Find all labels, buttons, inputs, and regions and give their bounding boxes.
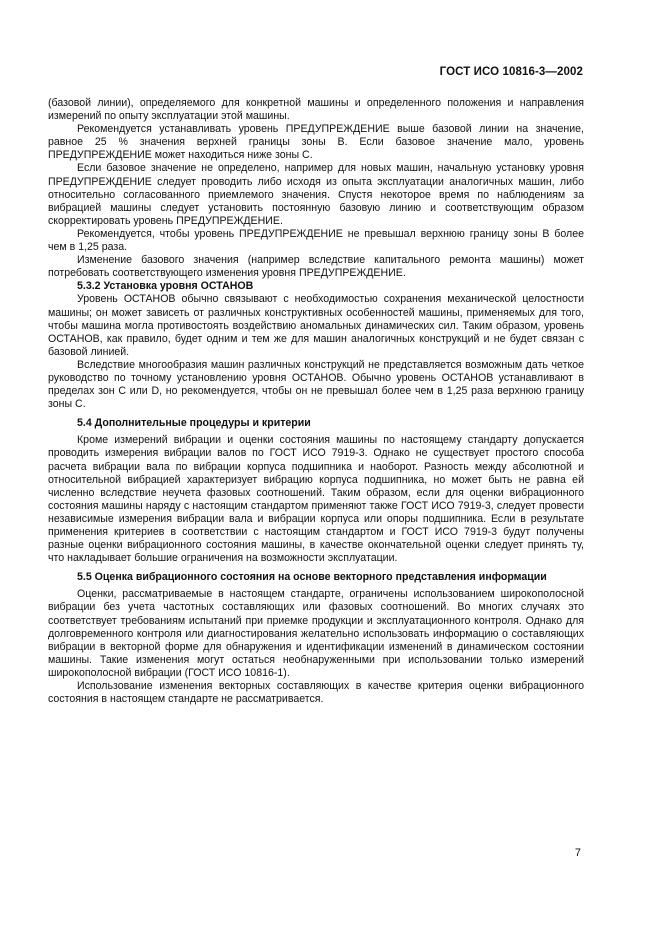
paragraph-warning-initial-setting: Если базовое значение не определено, например для новых машин, начальную установку уровня ПРЕДУПРЕЖДЕНИЕ следует проводить либо исходя из опыта эксплуатации аналогичных машин, либо относительно согласованного приемлемого значения. Спустя некоторое время по наблюдениям за вибрацией машины следует установить постоянную базовую линию и соответствующим образом скорректировать уровень ПРЕДУПРЕЖДЕНИЕ. <box>48 162 584 227</box>
paragraph-vector-criteria: Использование изменения векторных составляющих в качестве критерия оценки вибрационного состояния в настоящем стандарте не рассматривается. <box>48 680 584 706</box>
section-heading-5-4: 5.4 Дополнительные процедуры и критерии <box>77 417 311 430</box>
page-number: 7 <box>574 847 581 859</box>
standard-header: ГОСТ ИСО 10816-3—2002 <box>439 66 583 78</box>
paragraph-trip-definition: Уровень ОСТАНОВ обычно связывают с необходимостью сохранения механической целостности машины; он может зависеть от различных конструктивных особенностей машины, применяемых для того, чтобы машина могла противостоять воздействию аномальных динамических сил. Таким образом, уровень ОСТАНОВ, как правило, будет одним и тем же для машин аналогичных конструкций и не будет связан с базовой линией. <box>48 293 584 358</box>
paragraph-baseline-change: Изменение базового значения (например вследствие капитального ремонта машины) может потребовать соответствующего изменения уровня ПРЕДУПРЕЖДЕНИЕ. <box>48 254 584 280</box>
paragraph-baseline-continuation: (базовой линии), определяемого для конкретной машины и определенного положения и направления измерений по опыту эксплуатации этой машины. <box>48 97 584 123</box>
section-heading-5-5: 5.5 Оценка вибрационного состояния на основе векторного представления информации <box>77 571 547 584</box>
paragraph-additional-procedures: Кроме измерений вибрации и оценки состояния машины по настоящему стандарту допускается проводить измерения вибрации валов по ГОСТ ИСО 7919-3. Однако не существует простого способа расчета вибрации вала по вибрации корпуса подшипника и наоборот. Разность между абсолютной и относительной вибрацией характеризует вибрацию корпуса подшипника, но может быть не равна ей численно вследствие неучета фазовых соотношений. Таким образом, если для оценки вибрационного состояния машины наряду с настоящим стандартом применяют также ГОСТ ИСО 7919-3, следует провести независимые измерения вибрации вала и вибрации корпуса или опоры подшипника. Если в результате применения критериев в соответствии с настоящим стандартом и ГОСТ ИСО 7919-3 будут получены разные оценки вибрационного состояния машины, в качестве окончательной оценки следует принять ту, что накладывает большие ограничения на возможности эксплуатации. <box>48 434 584 565</box>
section-heading-5-3-2: 5.3.2 Установка уровня ОСТАНОВ <box>77 280 254 293</box>
page-content <box>48 97 584 706</box>
paragraph-trip-guidance: Вследствие многообразия машин различных конструкций не представляется возможным дать четкое руководство по точному установлению уровня ОСТАНОВ. Обычно уровень ОСТАНОВ устанавливают в пределах зон С или D, но рекомендуется, чтобы он не превышал более чем в 1,25 раза верхнюю границу зоны С. <box>48 358 584 411</box>
paragraph-vector-assessment: Оценки, рассматриваемые в настоящем стандарте, ограничены использованием широкополосной вибрации без учета частотных составляющих или фазовых соотношений. Во многих случаях это соответствует требованиям испытаний при приемке продукции и эксплуатационного контроля. Однако для долговременного контроля или диагностирования желательно использовать информацию о составляющих вибрации в векторной форме для обнаружения и идентификации изменений в динамическом состоянии машины. Такие изменения могут остаться необнаруженными при использовании только измерений широкополосной вибрации (ГОСТ ИСО 10816-1). <box>48 588 584 679</box>
paragraph-warning-recommendation: Рекомендуется устанавливать уровень ПРЕДУПРЕЖДЕНИЕ выше базовой линии на значение, равное 25 % значения верхней границы зоны В. Если базовое значение мало, уровень ПРЕДУПРЕЖДЕНИЕ может находиться ниже зоны С. <box>48 123 584 162</box>
paragraph-warning-limit: Рекомендуется, чтобы уровень ПРЕДУПРЕЖДЕНИЕ не превышал верхнюю границу зоны В более чем в 1,25 раза. <box>48 227 584 254</box>
